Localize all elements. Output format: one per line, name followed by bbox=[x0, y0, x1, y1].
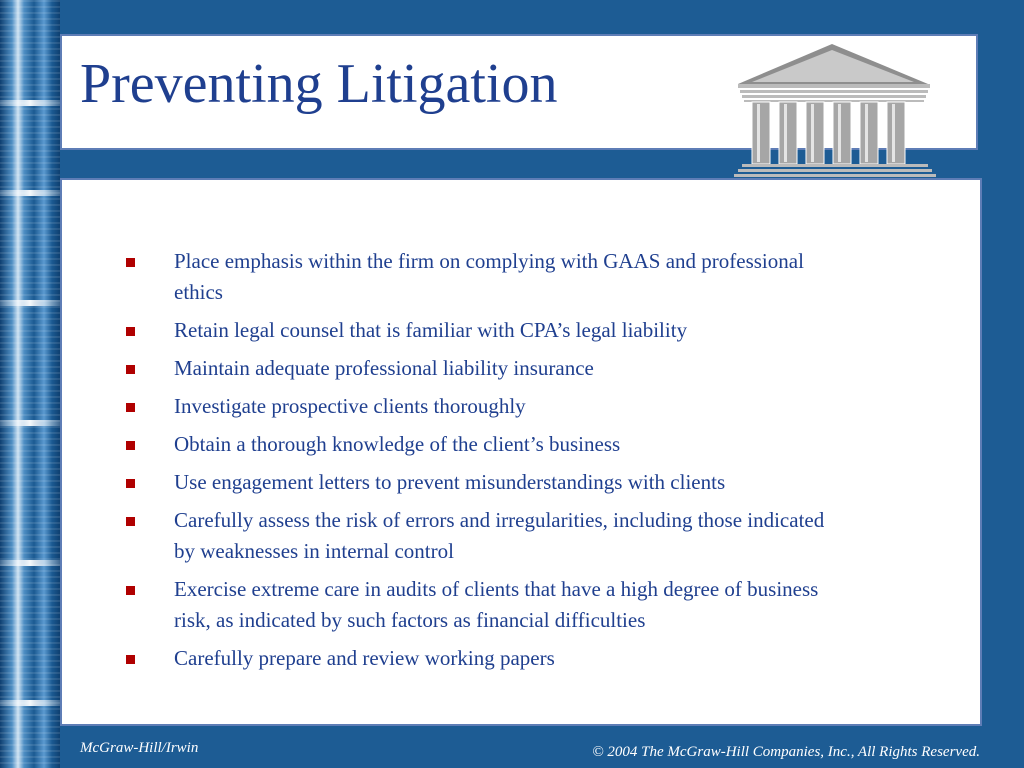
square-bullet-icon bbox=[126, 655, 135, 664]
bullet-text: Obtain a thorough knowledge of the client’s business bbox=[174, 432, 621, 456]
strip-highlight bbox=[0, 190, 60, 196]
strip-highlight bbox=[0, 100, 60, 106]
bullet-item bbox=[122, 391, 842, 422]
bullet-text: Maintain adequate professional liability insurance bbox=[174, 356, 594, 380]
bullet-item bbox=[122, 353, 842, 384]
bullet-text: Carefully prepare and review working papers bbox=[174, 646, 555, 670]
bullet-text: Carefully assess the risk of errors and irregularities, including those indicated by weaknesses in internal control bbox=[174, 508, 825, 563]
bullet-text: Exercise extreme care in audits of clients that have a high degree of business risk, as indicated by such factors as financial difficulties bbox=[174, 577, 819, 632]
courthouse-icon bbox=[730, 40, 940, 185]
decorative-left-strip bbox=[0, 0, 60, 768]
square-bullet-icon bbox=[126, 403, 135, 412]
bullet-list bbox=[122, 246, 842, 681]
copyright-notice: © 2004 The McGraw-Hill Companies, Inc., All Rights Reserved. bbox=[592, 744, 980, 760]
bullet-text: Use engagement letters to prevent misunderstandings with clients bbox=[174, 470, 726, 494]
strip-highlight bbox=[0, 700, 60, 706]
content-panel bbox=[60, 178, 982, 726]
slide-title: Preventing Litigation bbox=[80, 53, 558, 115]
square-bullet-icon bbox=[126, 327, 135, 336]
bullet-item bbox=[122, 574, 842, 636]
bullet-item bbox=[122, 315, 842, 346]
strip-highlight bbox=[0, 420, 60, 426]
square-bullet-icon bbox=[126, 365, 135, 374]
bullet-item bbox=[122, 643, 842, 674]
square-bullet-icon bbox=[126, 586, 135, 595]
square-bullet-icon bbox=[126, 258, 135, 267]
square-bullet-icon bbox=[126, 479, 135, 488]
bullet-item bbox=[122, 429, 842, 460]
bullet-text: Retain legal counsel that is familiar with CPA’s legal liability bbox=[174, 318, 688, 342]
bullet-item bbox=[122, 505, 842, 567]
square-bullet-icon bbox=[126, 517, 135, 526]
bullet-item bbox=[122, 246, 842, 308]
bullet-text: Investigate prospective clients thoroughly bbox=[174, 394, 526, 418]
publisher-label: McGraw-Hill/Irwin bbox=[80, 740, 199, 756]
square-bullet-icon bbox=[126, 441, 135, 450]
strip-highlight bbox=[0, 300, 60, 306]
bullet-item bbox=[122, 467, 842, 498]
strip-highlight bbox=[0, 560, 60, 566]
bullet-text: Place emphasis within the firm on complying with GAAS and professional ethics bbox=[174, 249, 804, 304]
